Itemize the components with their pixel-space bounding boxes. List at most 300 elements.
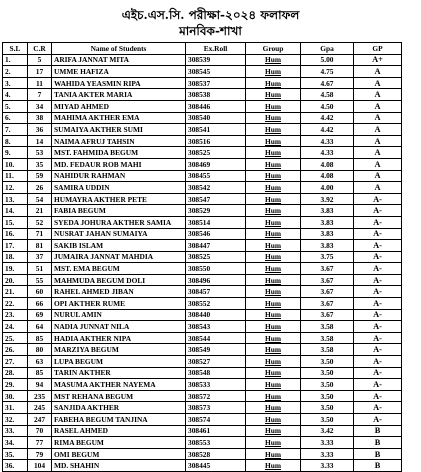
cell-exam-roll: 308457	[186, 286, 246, 298]
cell-gpa: 4.42	[301, 112, 354, 124]
cell-student-name: FABEHA BEGUM TANJINA	[52, 414, 186, 426]
cell-grade: A+	[354, 54, 402, 66]
cell-cr: 59	[28, 170, 52, 182]
cell-cr: 69	[28, 309, 52, 321]
cell-student-name: MD. SHAHIN	[52, 460, 186, 472]
cell-student-name: NAIMA AFRUJ TAHSIN	[52, 135, 186, 147]
cell-cr: 35	[28, 158, 52, 170]
cell-sl: 15.	[3, 216, 28, 228]
cell-cr: 85	[28, 367, 52, 379]
cell-student-name: RASEL AHMED	[52, 425, 186, 437]
cell-grade: A	[354, 170, 402, 182]
cell-group: Hum	[246, 124, 301, 136]
cell-student-name: JUMAIRA JANNAT MAHDIA	[52, 251, 186, 263]
table-row	[3, 379, 402, 391]
table-row	[3, 298, 402, 310]
cell-student-name: SAMIRA UDDIN	[52, 182, 186, 194]
cell-sl: 29.	[3, 379, 28, 391]
cell-exam-roll: 308553	[186, 437, 246, 449]
cell-grade: A-	[354, 321, 402, 333]
cell-cr: 245	[28, 402, 52, 414]
cell-cr: 38	[28, 112, 52, 124]
cell-exam-roll: 308543	[186, 321, 246, 333]
cell-grade: A-	[354, 356, 402, 368]
cell-group: Hum	[246, 437, 301, 449]
cell-gpa: 4.33	[301, 135, 354, 147]
table-row	[3, 147, 402, 159]
cell-sl: 36.	[3, 460, 28, 472]
cell-sl: 33.	[3, 425, 28, 437]
cell-cr: 85	[28, 332, 52, 344]
cell-group: Hum	[246, 344, 301, 356]
cell-exam-roll: 308525	[186, 147, 246, 159]
cell-grade: A	[354, 66, 402, 78]
cell-exam-roll: 308541	[186, 124, 246, 136]
cell-grade: A-	[354, 367, 402, 379]
cell-exam-roll: 308540	[186, 112, 246, 124]
cell-student-name: HADIA AKTHER NIPA	[52, 332, 186, 344]
cell-exam-roll: 308542	[186, 182, 246, 194]
table-row	[3, 124, 402, 136]
cell-cr: 17	[28, 66, 52, 78]
cell-exam-roll: 308548	[186, 367, 246, 379]
cell-gpa: 3.58	[301, 332, 354, 344]
cell-cr: 70	[28, 425, 52, 437]
cell-sl: 34.	[3, 437, 28, 449]
table-row	[3, 367, 402, 379]
cell-grade: A-	[354, 344, 402, 356]
cell-exam-roll: 308455	[186, 170, 246, 182]
cell-student-name: MD. FEDAUR ROB MAHI	[52, 158, 186, 170]
table-row	[3, 332, 402, 344]
cell-gpa: 3.83	[301, 228, 354, 240]
cell-grade: A	[354, 135, 402, 147]
table-row	[3, 135, 402, 147]
cell-exam-roll: 308496	[186, 274, 246, 286]
cell-student-name: MARZIYA BEGUM	[52, 344, 186, 356]
cell-group: Hum	[246, 425, 301, 437]
cell-sl: 20.	[3, 274, 28, 286]
cell-student-name: OPI AKTHER RUME	[52, 298, 186, 310]
col-header-group: Group	[246, 43, 301, 55]
cell-group: Hum	[246, 332, 301, 344]
cell-group: Hum	[246, 170, 301, 182]
cell-gpa: 3.67	[301, 274, 354, 286]
table-row	[3, 274, 402, 286]
cell-grade: A	[354, 124, 402, 136]
cell-grade: B	[354, 437, 402, 449]
table-row	[3, 240, 402, 252]
cell-sl: 31.	[3, 402, 28, 414]
cell-exam-roll: 308469	[186, 158, 246, 170]
cell-grade: A	[354, 100, 402, 112]
table-row	[3, 414, 402, 426]
table-row	[3, 263, 402, 275]
table-row	[3, 54, 402, 66]
table-row	[3, 112, 402, 124]
cell-exam-roll: 308516	[186, 135, 246, 147]
cell-sl: 1.	[3, 54, 28, 66]
cell-student-name: SYEDA JOHURA AKTHER SAMIA	[52, 216, 186, 228]
cell-cr: 94	[28, 379, 52, 391]
cell-exam-roll: 308528	[186, 448, 246, 460]
cell-cr: 63	[28, 356, 52, 368]
cell-group: Hum	[246, 251, 301, 263]
cell-student-name: TANIA AKTER MARIA	[52, 89, 186, 101]
col-header-roll: Ex.Roll	[186, 43, 246, 55]
cell-cr: 55	[28, 274, 52, 286]
cell-student-name: NUSRAT JAHAN SUMAIYA	[52, 228, 186, 240]
cell-group: Hum	[246, 240, 301, 252]
cell-grade: A-	[354, 240, 402, 252]
cell-group: Hum	[246, 228, 301, 240]
table-row	[3, 182, 402, 194]
table-row	[3, 448, 402, 460]
cell-exam-roll: 308446	[186, 100, 246, 112]
cell-student-name: ARIFA JANNAT MITA	[52, 54, 186, 66]
cell-cr: 36	[28, 124, 52, 136]
cell-sl: 17.	[3, 240, 28, 252]
cell-exam-roll: 308550	[186, 263, 246, 275]
cell-grade: A	[354, 112, 402, 124]
cell-cr: 5	[28, 54, 52, 66]
cell-gpa: 3.50	[301, 414, 354, 426]
cell-cr: 54	[28, 193, 52, 205]
cell-sl: 30.	[3, 390, 28, 402]
cell-cr: 80	[28, 344, 52, 356]
cell-group: Hum	[246, 309, 301, 321]
cell-gpa: 3.50	[301, 356, 354, 368]
cell-sl: 21.	[3, 286, 28, 298]
cell-student-name: UMME HAFIZA	[52, 66, 186, 78]
cell-group: Hum	[246, 448, 301, 460]
cell-student-name: MST. EMA BEGUM	[52, 263, 186, 275]
cell-grade: A	[354, 147, 402, 159]
cell-sl: 28.	[3, 367, 28, 379]
cell-sl: 25.	[3, 332, 28, 344]
cell-gpa: 3.33	[301, 437, 354, 449]
cell-group: Hum	[246, 367, 301, 379]
cell-gpa: 4.58	[301, 89, 354, 101]
cell-gpa: 4.50	[301, 100, 354, 112]
cell-grade: A-	[354, 228, 402, 240]
cell-cr: 11	[28, 77, 52, 89]
table-row	[3, 251, 402, 263]
cell-group: Hum	[246, 193, 301, 205]
cell-grade: B	[354, 448, 402, 460]
table-row	[3, 309, 402, 321]
cell-exam-roll: 308440	[186, 309, 246, 321]
cell-sl: 4.	[3, 89, 28, 101]
cell-exam-roll: 308527	[186, 356, 246, 368]
results-table	[2, 42, 402, 472]
cell-exam-roll: 308572	[186, 390, 246, 402]
cell-sl: 35.	[3, 448, 28, 460]
cell-sl: 7.	[3, 124, 28, 136]
cell-grade: A	[354, 158, 402, 170]
cell-sl: 32.	[3, 414, 28, 426]
cell-cr: 60	[28, 286, 52, 298]
cell-grade: A-	[354, 298, 402, 310]
cell-sl: 27.	[3, 356, 28, 368]
cell-exam-roll: 308447	[186, 240, 246, 252]
cell-group: Hum	[246, 356, 301, 368]
cell-student-name: MST. FAHMIDA BEGUM	[52, 147, 186, 159]
cell-cr: 14	[28, 135, 52, 147]
cell-group: Hum	[246, 66, 301, 78]
cell-group: Hum	[246, 379, 301, 391]
cell-sl: 3.	[3, 77, 28, 89]
table-row	[3, 205, 402, 217]
cell-grade: A	[354, 89, 402, 101]
cell-group: Hum	[246, 54, 301, 66]
cell-grade: B	[354, 425, 402, 437]
page-subtitle: মানবিক-শাখা	[179, 24, 242, 38]
table-row	[3, 216, 402, 228]
table-row	[3, 344, 402, 356]
cell-grade: A-	[354, 216, 402, 228]
cell-group: Hum	[246, 205, 301, 217]
cell-student-name: MAHIMA AKTHER EMA	[52, 112, 186, 124]
cell-cr: 52	[28, 216, 52, 228]
cell-gpa: 3.33	[301, 460, 354, 472]
cell-grade: A-	[354, 205, 402, 217]
cell-grade: A-	[354, 379, 402, 391]
cell-gpa: 4.08	[301, 158, 354, 170]
cell-exam-roll: 308525	[186, 251, 246, 263]
cell-student-name: NAHIDUR RAHMAN	[52, 170, 186, 182]
cell-cr: 53	[28, 147, 52, 159]
cell-sl: 19.	[3, 263, 28, 275]
cell-cr: 77	[28, 437, 52, 449]
cell-exam-roll: 308544	[186, 332, 246, 344]
cell-grade: A-	[354, 309, 402, 321]
cell-grade: A-	[354, 414, 402, 426]
cell-sl: 24.	[3, 321, 28, 333]
table-row	[3, 356, 402, 368]
table-row	[3, 193, 402, 205]
cell-group: Hum	[246, 321, 301, 333]
col-header-sl: S.L	[3, 43, 28, 55]
cell-exam-roll: 308461	[186, 425, 246, 437]
cell-grade: A	[354, 77, 402, 89]
col-header-gp: GP	[354, 43, 402, 55]
cell-gpa: 3.50	[301, 379, 354, 391]
cell-cr: 235	[28, 390, 52, 402]
cell-group: Hum	[246, 158, 301, 170]
cell-gpa: 3.58	[301, 321, 354, 333]
cell-student-name: RIMA BEGUM	[52, 437, 186, 449]
cell-sl: 9.	[3, 147, 28, 159]
col-header-gpa: Gpa	[301, 43, 354, 55]
cell-group: Hum	[246, 390, 301, 402]
cell-grade: A-	[354, 193, 402, 205]
cell-group: Hum	[246, 77, 301, 89]
table-row	[3, 437, 402, 449]
table-row	[3, 460, 402, 472]
cell-cr: 247	[28, 414, 52, 426]
cell-gpa: 3.50	[301, 390, 354, 402]
cell-cr: 81	[28, 240, 52, 252]
cell-sl: 13.	[3, 193, 28, 205]
cell-gpa: 4.08	[301, 170, 354, 182]
results-body	[3, 54, 402, 471]
cell-student-name: SUMAIYA AKTHER SUMI	[52, 124, 186, 136]
cell-sl: 10.	[3, 158, 28, 170]
table-row	[3, 158, 402, 170]
cell-exam-roll: 308573	[186, 402, 246, 414]
cell-exam-roll: 308514	[186, 216, 246, 228]
cell-exam-roll: 308545	[186, 66, 246, 78]
cell-gpa: 4.00	[301, 182, 354, 194]
cell-grade: A-	[354, 332, 402, 344]
cell-group: Hum	[246, 147, 301, 159]
cell-student-name: TARIN AKTHER	[52, 367, 186, 379]
cell-group: Hum	[246, 263, 301, 275]
cell-gpa: 4.75	[301, 66, 354, 78]
cell-group: Hum	[246, 298, 301, 310]
table-row	[3, 286, 402, 298]
table-row	[3, 321, 402, 333]
table-row	[3, 228, 402, 240]
table-row	[3, 390, 402, 402]
cell-exam-roll: 308533	[186, 379, 246, 391]
cell-group: Hum	[246, 112, 301, 124]
cell-student-name: SAKIB ISLAM	[52, 240, 186, 252]
cell-cr: 37	[28, 251, 52, 263]
cell-cr: 104	[28, 460, 52, 472]
cell-group: Hum	[246, 100, 301, 112]
cell-exam-roll: 308445	[186, 460, 246, 472]
cell-gpa: 3.75	[301, 251, 354, 263]
cell-exam-roll: 308539	[186, 54, 246, 66]
cell-gpa: 3.83	[301, 216, 354, 228]
cell-student-name: MIYAD AHMED	[52, 100, 186, 112]
cell-student-name: WAHIDA YEASMIN RIPA	[52, 77, 186, 89]
cell-sl: 11.	[3, 170, 28, 182]
cell-grade: A-	[354, 251, 402, 263]
cell-exam-roll: 308546	[186, 228, 246, 240]
cell-exam-roll: 308549	[186, 344, 246, 356]
cell-exam-roll: 308537	[186, 77, 246, 89]
cell-exam-roll: 308547	[186, 193, 246, 205]
cell-sl: 5.	[3, 100, 28, 112]
cell-grade: A-	[354, 402, 402, 414]
cell-gpa: 3.92	[301, 193, 354, 205]
cell-exam-roll: 308529	[186, 205, 246, 217]
cell-grade: A-	[354, 274, 402, 286]
table-row	[3, 402, 402, 414]
cell-student-name: OMI BEGUM	[52, 448, 186, 460]
cell-gpa: 3.67	[301, 263, 354, 275]
cell-gpa: 3.67	[301, 286, 354, 298]
page-title: এইচ.এস.সি. পরীক্ষা-২০২৪ ফলাফল	[121, 8, 300, 22]
cell-student-name: NURUL AMIN	[52, 309, 186, 321]
cell-student-name: MST REHANA BEGUM	[52, 390, 186, 402]
cell-sl: 22.	[3, 298, 28, 310]
cell-gpa: 5.00	[301, 54, 354, 66]
cell-group: Hum	[246, 89, 301, 101]
table-row	[3, 100, 402, 112]
cell-student-name: LUPA BEGUM	[52, 356, 186, 368]
cell-cr: 26	[28, 182, 52, 194]
cell-student-name: MAHMUDA BEGUM DOLI	[52, 274, 186, 286]
table-header-row	[3, 43, 402, 55]
cell-student-name: HUMAYRA AKTHER PETE	[52, 193, 186, 205]
cell-gpa: 4.42	[301, 124, 354, 136]
cell-sl: 8.	[3, 135, 28, 147]
cell-sl: 12.	[3, 182, 28, 194]
col-header-name: Name of Students	[52, 43, 186, 55]
cell-gpa: 3.83	[301, 205, 354, 217]
cell-cr: 79	[28, 448, 52, 460]
table-row	[3, 77, 402, 89]
cell-grade: A-	[354, 286, 402, 298]
cell-sl: 6.	[3, 112, 28, 124]
cell-grade: A	[354, 182, 402, 194]
cell-cr: 64	[28, 321, 52, 333]
cell-sl: 26.	[3, 344, 28, 356]
table-row	[3, 170, 402, 182]
cell-cr: 71	[28, 228, 52, 240]
cell-exam-roll: 308574	[186, 414, 246, 426]
cell-group: Hum	[246, 274, 301, 286]
cell-cr: 51	[28, 263, 52, 275]
table-row	[3, 66, 402, 78]
cell-gpa: 3.67	[301, 309, 354, 321]
cell-group: Hum	[246, 216, 301, 228]
cell-sl: 2.	[3, 66, 28, 78]
cell-student-name: RAHEL AHMED JIBAN	[52, 286, 186, 298]
cell-gpa: 3.33	[301, 448, 354, 460]
cell-group: Hum	[246, 402, 301, 414]
cell-gpa: 3.67	[301, 298, 354, 310]
cell-cr: 21	[28, 205, 52, 217]
cell-sl: 14.	[3, 205, 28, 217]
cell-gpa: 3.50	[301, 402, 354, 414]
cell-sl: 16.	[3, 228, 28, 240]
cell-group: Hum	[246, 286, 301, 298]
cell-grade: B	[354, 460, 402, 472]
cell-gpa: 3.50	[301, 367, 354, 379]
cell-student-name: SANJIDA AKTHER	[52, 402, 186, 414]
table-row	[3, 89, 402, 101]
cell-group: Hum	[246, 460, 301, 472]
cell-student-name: NADIA JUNNAT NILA	[52, 321, 186, 333]
cell-grade: A-	[354, 390, 402, 402]
cell-cr: 7	[28, 89, 52, 101]
table-row	[3, 425, 402, 437]
cell-gpa: 3.83	[301, 240, 354, 252]
cell-sl: 18.	[3, 251, 28, 263]
col-header-cr: C.R	[28, 43, 52, 55]
cell-group: Hum	[246, 182, 301, 194]
cell-group: Hum	[246, 414, 301, 426]
cell-gpa: 4.33	[301, 147, 354, 159]
cell-cr: 66	[28, 298, 52, 310]
cell-cr: 34	[28, 100, 52, 112]
cell-gpa: 4.67	[301, 77, 354, 89]
cell-gpa: 3.42	[301, 425, 354, 437]
cell-student-name: FABIA BEGUM	[52, 205, 186, 217]
cell-grade: A-	[354, 263, 402, 275]
cell-exam-roll: 308538	[186, 89, 246, 101]
cell-group: Hum	[246, 135, 301, 147]
cell-sl: 23.	[3, 309, 28, 321]
cell-student-name: MASUMA AKTHER NAYEMA	[52, 379, 186, 391]
cell-gpa: 3.58	[301, 344, 354, 356]
cell-exam-roll: 308552	[186, 298, 246, 310]
